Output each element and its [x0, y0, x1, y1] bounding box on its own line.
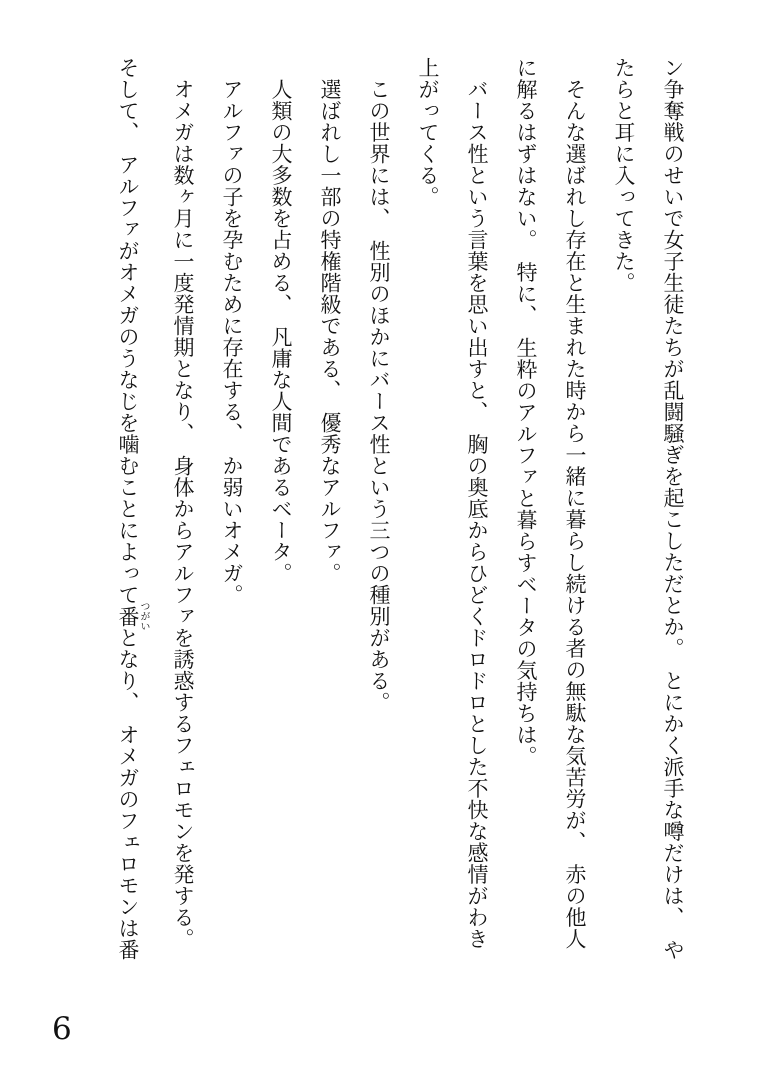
text-line: オメガは数ヶ月に一度発情期となり、 身体からアルファを誘惑するフェロモンを発する。 — [171, 57, 194, 950]
text-line: そんな選ばれし存在と生まれた時から一緒に暮らし続ける者の無駄な気苦労が、 赤の他人 — [563, 57, 586, 950]
text-line: アルファの子を孕むために存在する、 か弱いオメガ。 — [220, 57, 243, 606]
text-line: 選ばれし一部の特権階級である、 優秀なアルファ。 — [318, 57, 341, 584]
ruby-tsugai — [116, 601, 149, 632]
text-line: この世界には、 性別のほかにバース性という三つの種別がある。 — [367, 57, 390, 713]
page-number: 6 — [52, 1011, 72, 1047]
text-segment: となり、 オメガのフェロモンは番 — [116, 627, 139, 961]
body-text — [103, 57, 697, 1049]
text-line: 人類の大多数を占める、 凡庸な人間であるベータ。 — [269, 57, 292, 584]
text-segment: そして、 アルファがオメガのうなじを噛むことによって — [116, 57, 139, 606]
text-line: ン争奪戦のせいで女子生徒たちが乱闘騒ぎを起こしただとか。 とにかく派手な噂だけは、 や — [661, 57, 684, 961]
ruby-base: 番 — [116, 601, 139, 632]
text-line: 上がってくる。 — [416, 57, 439, 208]
text-line — [103, 57, 152, 1049]
text-line: に解るはずはない。 特に、 生粋のアルファと暮らすベータの気持ちは。 — [514, 57, 537, 767]
ruby-furigana: つがい — [138, 601, 149, 632]
text-line: たらと耳に入ってきた。 — [612, 57, 635, 294]
text-line: バース性という言葉を思い出すと、 胸の奥底からひどくドロドロとした不快な感情がわき — [465, 57, 488, 950]
